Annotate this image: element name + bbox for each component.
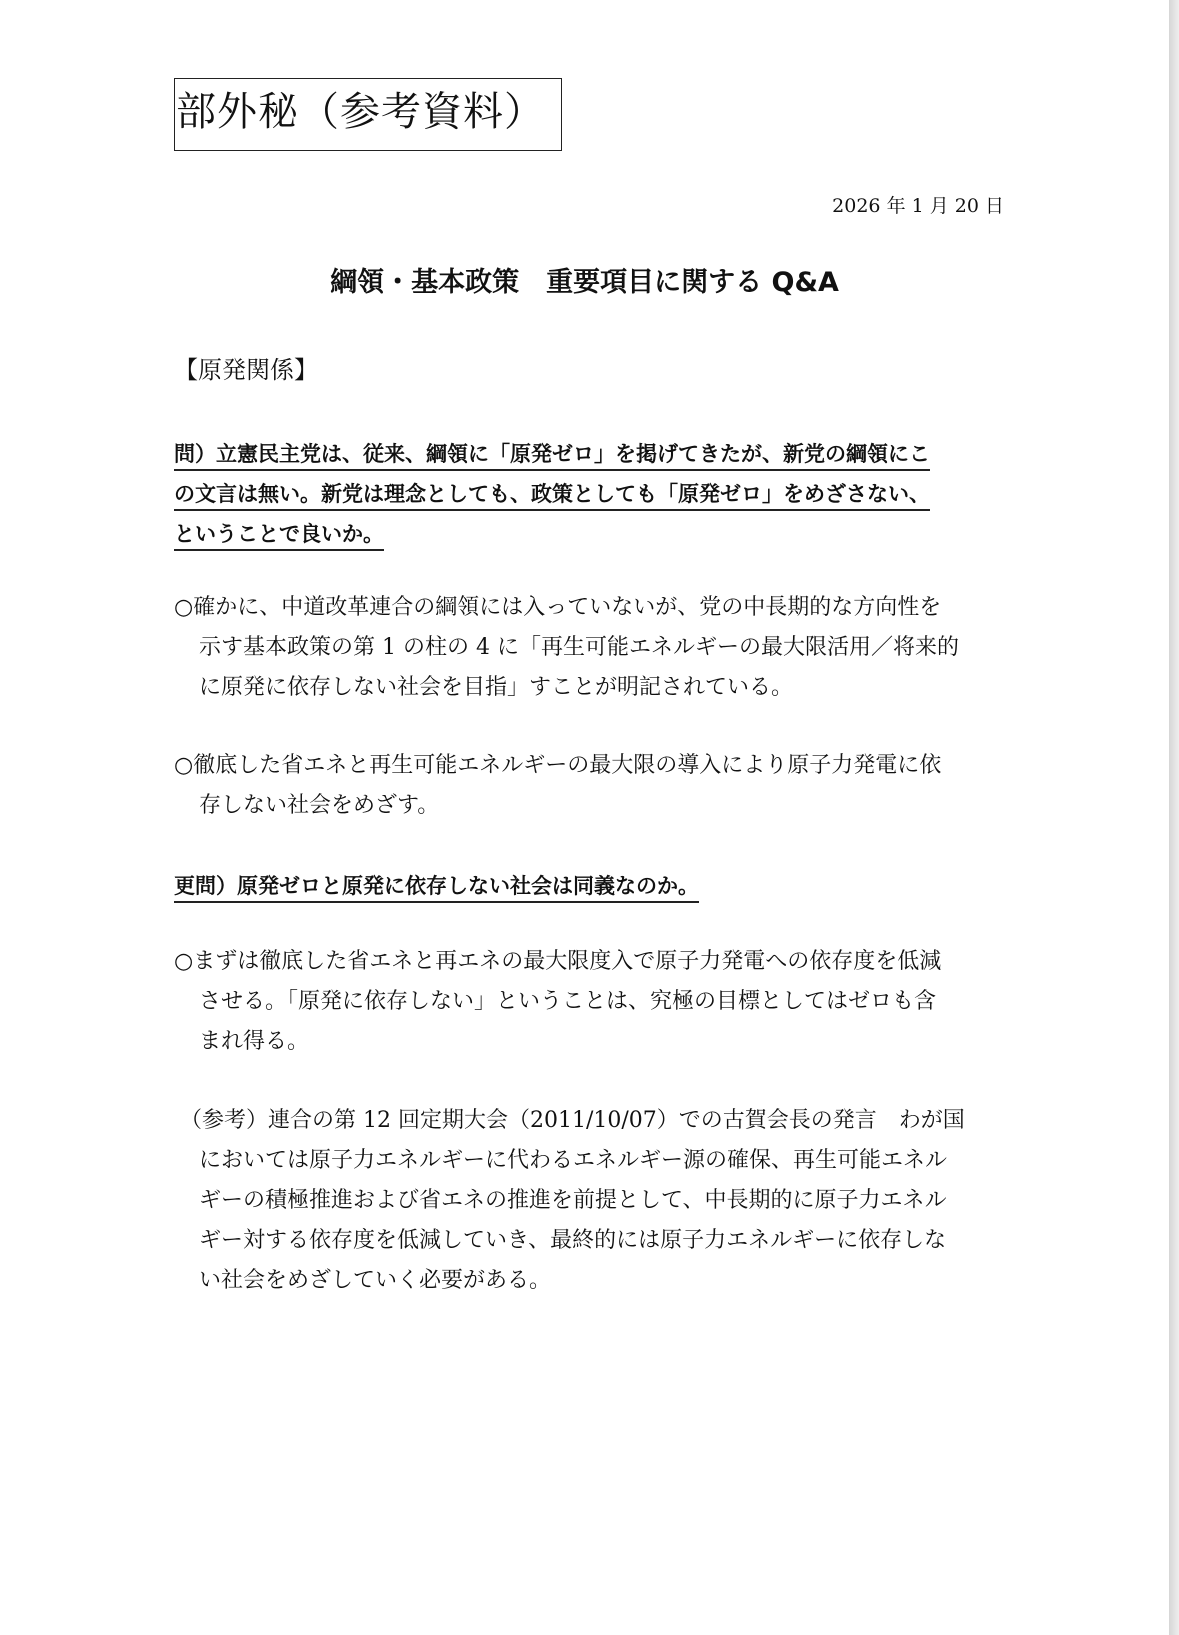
- confidential-label: 部外秘（参考資料）: [176, 89, 545, 135]
- answer-3-line: ○まずは徹底した省エネと再エネの最大限度入で原子力発電への依存度を低減: [174, 949, 942, 974]
- question-1-line: の文言は無い。新党は理念としても、政策としても「原発ゼロ」をめざさない、: [174, 474, 1004, 514]
- answer-1-line: 示す基本政策の第 1 の柱の 4 に「再生可能エネルギーの最大限活用／将来的: [199, 635, 959, 660]
- answer-3-line: まれ得る。: [199, 1029, 310, 1054]
- answer-3: [174, 942, 1010, 1062]
- answer-1: [174, 588, 1010, 708]
- page-edge-shadow: [1169, 0, 1179, 1635]
- question-2: [174, 866, 1004, 906]
- document-date: 2026 年 1 月 20 日: [832, 195, 1004, 217]
- reference-note: [180, 1101, 1016, 1301]
- question-1-line: ということで良いか。: [174, 514, 1004, 554]
- answer-1-line: に原発に依存しない社会を目指」すことが明記されている。: [199, 675, 794, 700]
- answer-2-line: ○徹底した省エネと再生可能エネルギーの最大限の導入により原子力発電に依: [174, 753, 942, 778]
- answer-3-line: させる。「原発に依存しない」ということは、究極の目標としてはゼロも含: [199, 989, 937, 1014]
- answer-2-line: 存しない社会をめざす。: [199, 793, 440, 818]
- answer-1-line: ○確かに、中道改革連合の綱領には入っていないが、党の中長期的な方向性を: [174, 595, 942, 620]
- reference-line: ギーの積極推進および省エネの推進を前提として、中長期的に原子力エネル: [199, 1188, 947, 1213]
- answer-2: [174, 746, 1010, 826]
- reference-line: （参考）連合の第 12 回定期大会（2011/10/07）での古賀会長の発言 わが国: [180, 1108, 965, 1133]
- reference-line: ギー対する依存度を低減していき、最終的には原子力エネルギーに依存しな: [199, 1228, 947, 1253]
- section-heading: 【原発関係】: [174, 356, 318, 384]
- reference-line: においては原子力エネルギーに代わるエネルギー源の確保、再生可能エネル: [199, 1148, 948, 1173]
- question-1-line: 問）立憲民主党は、従来、綱領に「原発ゼロ」を掲げてきたが、新党の綱領にこ: [174, 434, 1004, 474]
- document-title: 綱領・基本政策 重要項目に関する Q&A: [330, 267, 839, 298]
- reference-line: い社会をめざしていく必要がある。: [199, 1268, 552, 1293]
- question-2-line: 更問）原発ゼロと原発に依存しない社会は同義なのか。: [174, 866, 1004, 906]
- question-1: [174, 434, 1004, 554]
